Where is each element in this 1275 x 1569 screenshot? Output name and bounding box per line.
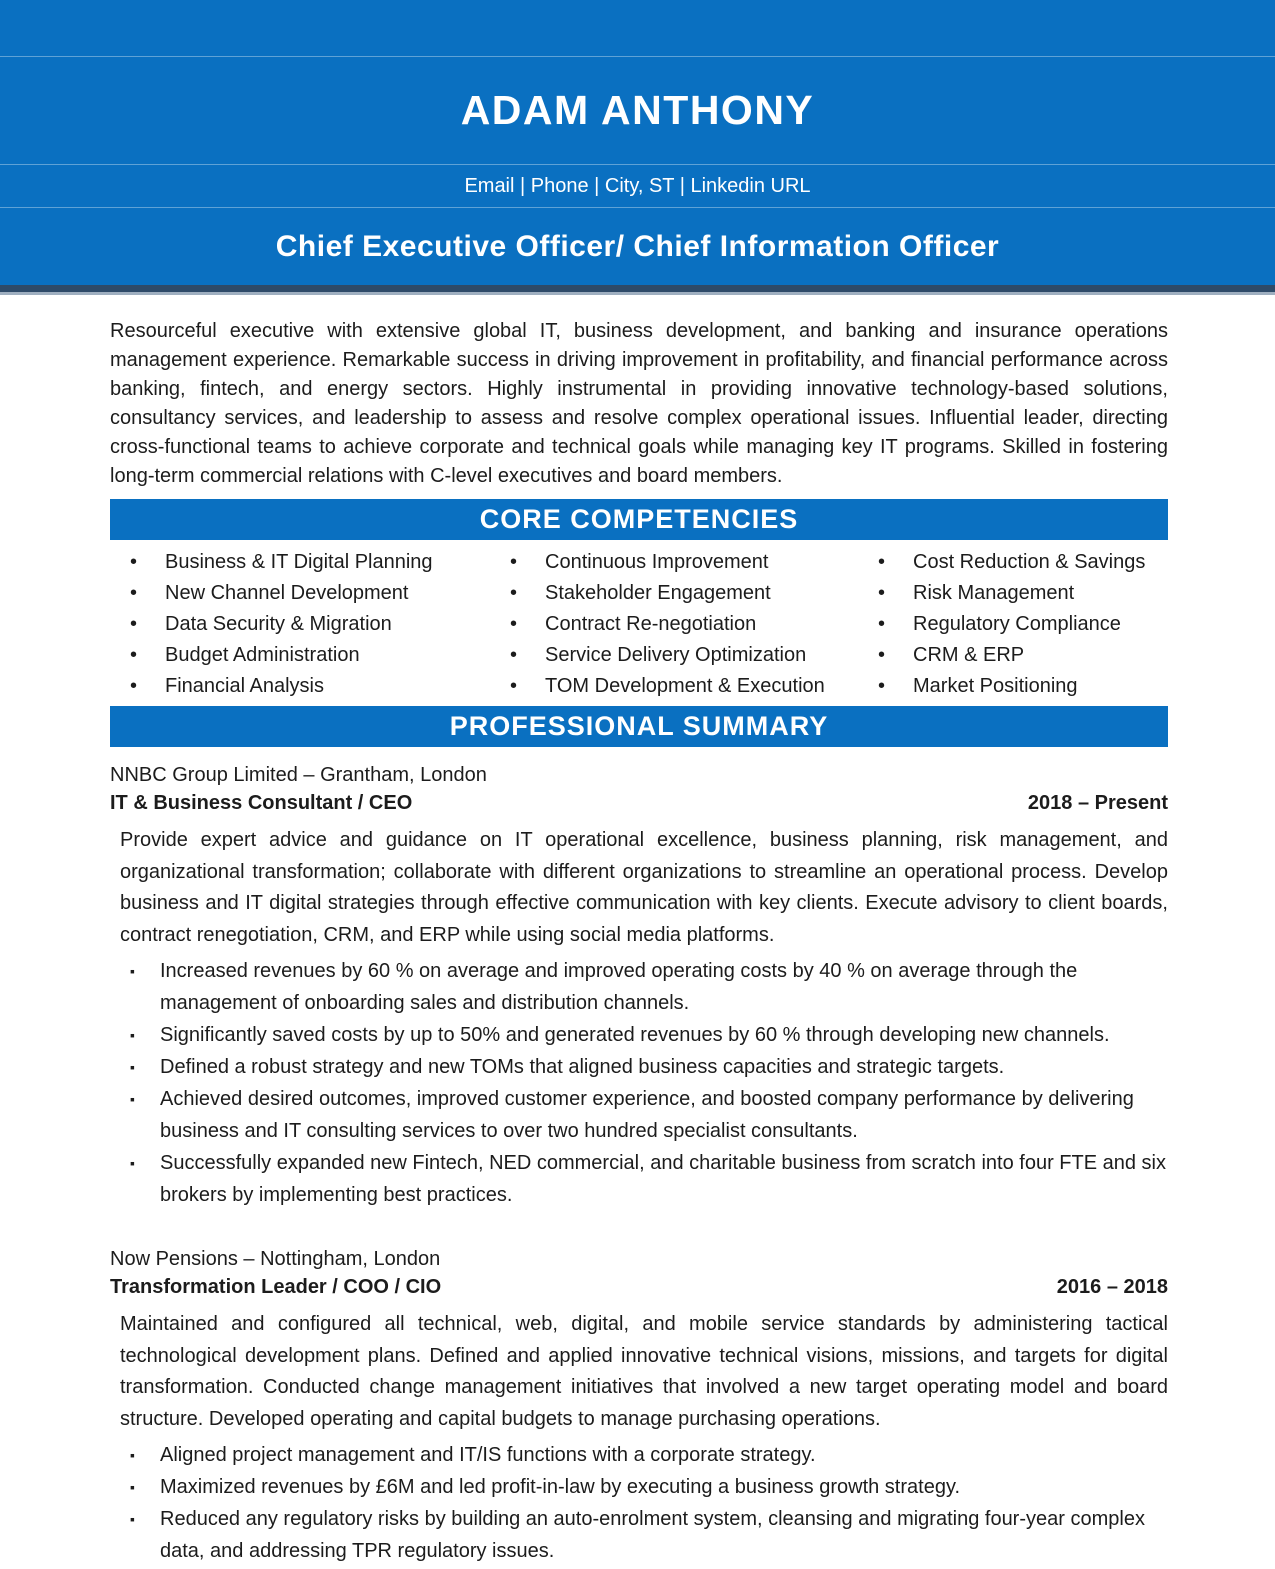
competency-item: • CRM & ERP bbox=[858, 640, 1168, 671]
competency-item: • Market Positioning bbox=[858, 671, 1168, 702]
job-bullet-item: ▪ Defined a robust strategy and new TOMs that aligned business capacities and strategic targets. bbox=[122, 1051, 1168, 1083]
competency-column bbox=[110, 547, 490, 702]
professional-summary-heading: PROFESSIONAL SUMMARY bbox=[449, 711, 829, 741]
job-bullet-item: ▪ Increased revenues by 60 % on average and improved operating costs by 40 % on average through the management of onboarding sales and distribution channels. bbox=[122, 955, 1168, 1019]
competency-item: • Contract Re-negotiation bbox=[490, 609, 858, 640]
competency-item: • Cost Reduction & Savings bbox=[858, 547, 1168, 578]
competency-column bbox=[490, 547, 858, 702]
jobs bbox=[110, 761, 1168, 1567]
competency-item: • New Channel Development bbox=[110, 578, 490, 609]
job-company: Now Pensions – Nottingham, London bbox=[110, 1248, 441, 1270]
job-bullet-item: ▪ Significantly saved costs by up to 50% and generated revenues by 60 % through developing new channels. bbox=[122, 1019, 1168, 1051]
job-bullet-item: ▪ Aligned project management and IT/IS functions with a corporate strategy. bbox=[122, 1439, 1168, 1471]
job-description: Maintained and configured all technical, web, digital, and mobile service standards by administering tactical technological development plans. Defined and applied innovative technical visions, missions, and targets for digital transformation. Conducted change management initiatives that involved a new target operating model and board structure. Developed operating and capital budgets to manage purchasing operations. bbox=[120, 1313, 1168, 1430]
job-bullet-item: ▪ Successfully expanded new Fintech, NED commercial, and charitable business from scratch into four FTE and six brokers by implementing best practices. bbox=[122, 1147, 1168, 1211]
competency-grid bbox=[110, 540, 1168, 706]
competency-item: • Financial Analysis bbox=[110, 671, 490, 702]
job-bullet-item: ▪ Maximized revenues by £6M and led profit-in-law by executing a business growth strategy. bbox=[122, 1471, 1168, 1503]
core-competencies-banner bbox=[110, 499, 1168, 540]
professional-summary-banner bbox=[110, 706, 1168, 747]
job-dates: 2016 – 2018 bbox=[1056, 1276, 1168, 1298]
job-company: NNBC Group Limited – Grantham, London bbox=[110, 764, 487, 786]
competency-item: • Regulatory Compliance bbox=[858, 609, 1168, 640]
competency-item: • Business & IT Digital Planning bbox=[110, 547, 490, 578]
job-description: Provide expert advice and guidance on IT operational excellence, business planning, risk management, and organizational transformation; collaborate with different organizations to streamline an operational process. Develop business and IT digital strategies through effective communication with key clients. Execute advisory to client boards, contract renegotiation, CRM, and ERP while using social media platforms. bbox=[120, 829, 1168, 946]
job-title-row bbox=[110, 1273, 1168, 1301]
job-bullet-item: ▪ Reduced any regulatory risks by building an auto-enrolment system, cleansing and migrating four-year complex data, and addressing TPR regulatory issues. bbox=[122, 1503, 1168, 1567]
job-title-row bbox=[110, 789, 1168, 817]
executive-summary-paragraph: Resourceful executive with extensive global IT, business development, and banking and insurance operations management experience. Remarkable success in driving improvement in profitability, and financial performance across banking, fintech, and energy sectors. Highly instrumental in providing innovative technology-based solutions, consultancy services, and leadership to assess and resolve complex operational issues. Influential leader, directing cross-functional teams to achieve corporate and technical goals while managing key IT programs. Skilled in fostering long-term commercial relations with C-level executives and board members. bbox=[110, 320, 1168, 487]
job-title: Transformation Leader / COO / CIO bbox=[110, 1276, 442, 1298]
resume-body bbox=[0, 295, 1275, 1567]
core-competencies-heading: CORE COMPETENCIES bbox=[479, 504, 799, 534]
job-bullet-item: ▪ Achieved desired outcomes, improved customer experience, and boosted company performance by delivering business and IT consulting services to over two hundred specialist consultants. bbox=[122, 1083, 1168, 1147]
resume-header bbox=[0, 0, 1275, 292]
job-dates: 2018 – Present bbox=[1027, 792, 1168, 814]
competency-item: • TOM Development & Execution bbox=[490, 671, 858, 702]
candidate-job-title: Chief Executive Officer/ Chief Information Officer bbox=[275, 229, 1000, 263]
competency-item: • Stakeholder Engagement bbox=[490, 578, 858, 609]
contact-line: Email | Phone | City, ST | Linkedin URL bbox=[0, 165, 1275, 208]
job-title: IT & Business Consultant / CEO bbox=[110, 792, 413, 814]
job-entry bbox=[110, 761, 1168, 1211]
competency-item: • Continuous Improvement bbox=[490, 547, 858, 578]
job-entry bbox=[110, 1245, 1168, 1567]
candidate-name: ADAM ANTHONY bbox=[0, 57, 1275, 165]
competency-item: • Data Security & Migration bbox=[110, 609, 490, 640]
job-bullet-list bbox=[110, 1439, 1168, 1567]
competency-item: • Budget Administration bbox=[110, 640, 490, 671]
header-top-strip bbox=[0, 0, 1275, 57]
competency-item: • Service Delivery Optimization bbox=[490, 640, 858, 671]
job-bullet-list bbox=[110, 955, 1168, 1211]
competency-column bbox=[858, 547, 1168, 702]
competency-item: • Risk Management bbox=[858, 578, 1168, 609]
